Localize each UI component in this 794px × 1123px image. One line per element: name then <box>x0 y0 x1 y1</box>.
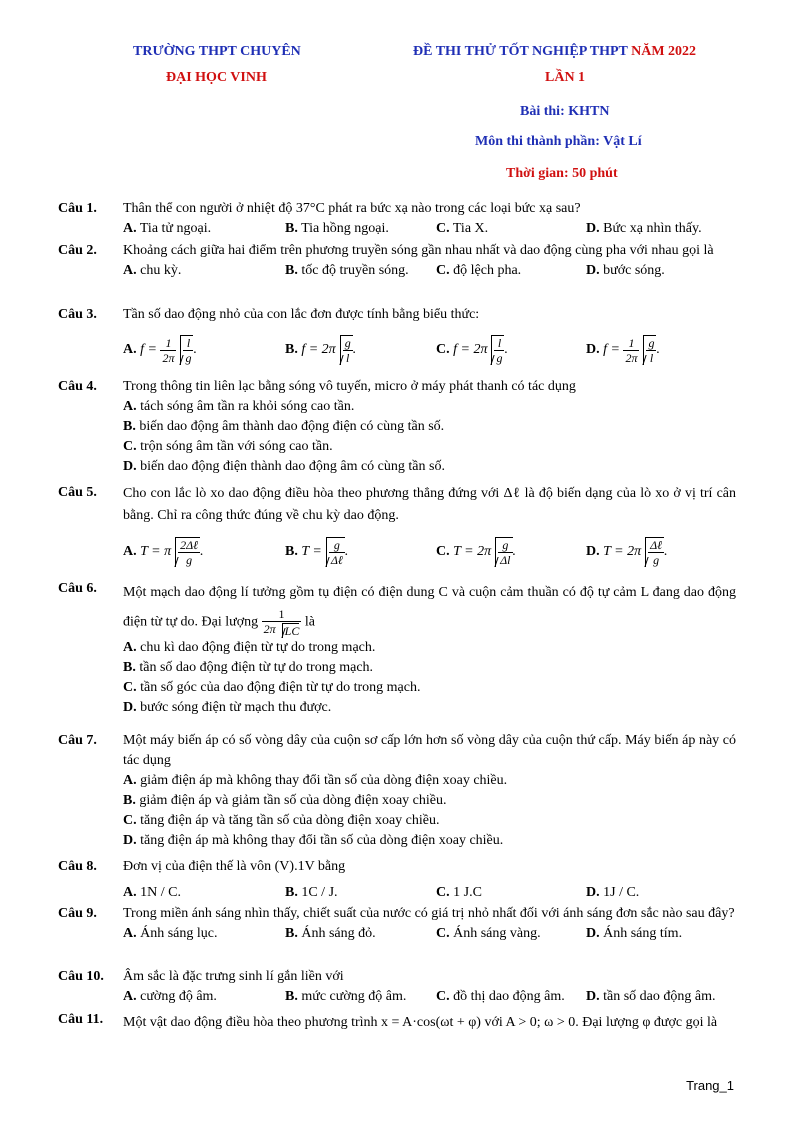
question-number: Câu 3. <box>58 307 97 322</box>
question-text: Tần số dao động nhỏ của con lắc đơn được tính bằng biểu thức: <box>123 307 480 322</box>
question-number: Câu 1. <box>58 201 97 216</box>
option-c[interactable]: C. đồ thị dao động âm. <box>436 989 565 1004</box>
options-row <box>123 987 736 1007</box>
question-number: Câu 8. <box>58 859 97 874</box>
option-a[interactable]: A. Ánh sáng lục. <box>123 926 218 941</box>
option-a[interactable]: A. 1N / C. <box>123 885 181 900</box>
question-number: Câu 5. <box>58 485 97 500</box>
exam-round: LẦN 1 <box>545 70 586 85</box>
option-d[interactable]: D. biến dao động điện thành dao động âm có cùng tần số. <box>123 459 445 474</box>
school-name-line1: TRƯỜNG THPT CHUYÊN <box>133 44 301 59</box>
option-a[interactable]: A. chu kì dao động điện từ tự do trong mạch. <box>123 639 376 655</box>
option-d[interactable]: D. Ánh sáng tím. <box>586 926 683 941</box>
options-row <box>123 883 736 903</box>
option-c[interactable]: C. tần số góc của dao động điện từ tự do trong mạch. <box>123 679 421 695</box>
question-7 <box>58 731 736 851</box>
question-text: Âm sắc là đặc trưng sinh lí gắn liền với <box>123 969 344 984</box>
option-b[interactable]: B. mức cường độ âm. <box>285 989 407 1004</box>
options-row <box>123 325 736 369</box>
question-number: Câu 7. <box>58 733 97 748</box>
option-a[interactable]: A. Tia tử ngoại. <box>123 221 212 236</box>
question-number: Câu 11. <box>58 1012 104 1027</box>
question-text: Trong thông tin liên lạc bằng sóng vô tuyến, micro ở máy phát thanh có tác dụng <box>123 379 576 394</box>
option-a[interactable]: A. cường độ âm. <box>123 989 217 1004</box>
option-b[interactable]: B. Ánh sáng đỏ. <box>285 926 376 941</box>
option-c[interactable]: C. f = 2π $\frac{l}{g}$ . <box>436 336 508 365</box>
question-9 <box>58 904 736 944</box>
option-c[interactable]: C. T = 2π $\frac{g}{\Delta l}$ . <box>436 538 517 567</box>
question-8 <box>58 857 736 903</box>
question-number: Câu 10. <box>58 969 104 984</box>
option-c[interactable]: C. Tia X. <box>436 221 489 236</box>
options-row <box>123 924 736 944</box>
question-text: Khoảng cách giữa hai điểm trên phương truyền sóng gần nhau nhất và dao động cùng pha với nhau gọi là <box>123 243 714 258</box>
question-2 <box>58 241 736 281</box>
question-text: Cho con lắc lò xo dao động điều hòa theo phương thẳng đứng với Δℓ là độ biến dạng của lò xo ở vị trí cân bằng. Chỉ ra công thức đúng về chu kỳ dao động. <box>123 486 736 523</box>
question-10 <box>58 967 736 1007</box>
question-6 <box>58 579 736 718</box>
option-d[interactable]: D. 1J / C. <box>586 885 640 900</box>
question-number: Câu 6. <box>58 581 97 596</box>
question-text: Một vật dao động điều hòa theo phương trình x = A·cos(ωt + φ) với A > 0; ω > 0. Đại lượng φ được gọi là <box>123 1015 718 1030</box>
option-b[interactable]: B. Tia hồng ngoại. <box>285 221 389 236</box>
option-b[interactable]: B. tần số dao động điện từ tự do trong mạch. <box>123 659 374 675</box>
options-row <box>123 527 736 571</box>
option-d[interactable]: D. Bức xạ nhìn thấy. <box>586 221 702 236</box>
option-a[interactable]: A. f = $\frac{1}{2\pi}$ $\frac{l}{g}$ . <box>123 335 197 365</box>
question-4 <box>58 377 736 477</box>
question-1 <box>58 199 736 239</box>
option-b[interactable]: B. giảm điện áp và giảm tần số của dòng điện xoay chiều. <box>123 793 447 808</box>
question-text: Thân thể con người ở nhiệt độ 37°C phát ra bức xạ nào trong các loại bức xạ sau? <box>123 201 581 216</box>
option-c[interactable]: C. Ánh sáng vàng. <box>436 926 541 941</box>
exam-component: Môn thi thành phần: Vật Lí <box>475 134 642 149</box>
question-text: Một máy biến áp có số vòng dây của cuộn sơ cấp lớn hơn số vòng dây của cuộn thứ cấp. Máy biến áp này có tác dụng <box>123 733 736 768</box>
question-number: Câu 9. <box>58 906 97 921</box>
question-11 <box>58 1010 736 1036</box>
question-number: Câu 2. <box>58 243 97 258</box>
question-number: Câu 4. <box>58 379 97 394</box>
option-c[interactable]: C. độ lệch pha. <box>436 263 522 278</box>
options-row <box>123 261 736 281</box>
option-b[interactable]: B. tốc độ truyền sóng. <box>285 263 409 278</box>
option-b[interactable]: B. biến dao động âm thành dao động điện có cùng tần số. <box>123 419 445 434</box>
option-a[interactable]: A. chu kỳ. <box>123 263 182 278</box>
question-text: Một mạch dao động lí tưởng gồm tụ điện có điện dung C và cuộn cảm thuần có độ tự cảm L đang dao động điện từ tự do. Đại lượng $\frac{1}{\text{2π LC}}$ là <box>123 585 736 638</box>
option-b[interactable]: B. f = 2π $\frac{g}{l}$ . <box>285 336 357 365</box>
option-c[interactable]: C. tăng điện áp và tăng tần số của dòng điện xoay chiều. <box>123 813 440 828</box>
option-b[interactable]: B. 1C / J. <box>285 885 338 900</box>
question-3 <box>58 305 736 369</box>
exam-time: Thời gian: 50 phút <box>506 166 618 181</box>
exam-subject: Bài thi: KHTN <box>520 104 610 119</box>
exam-title: ĐỀ THI THỬ TỐT NGHIỆP THPT NĂM 2022 <box>413 44 697 59</box>
option-d[interactable]: D. tăng điện áp mà không thay đổi tần số của dòng điện xoay chiều. <box>123 833 504 848</box>
option-d[interactable]: D. f = $\frac{1}{2\pi}$ $\frac{g}{l}$ . <box>586 335 660 365</box>
option-d[interactable]: D. bước sóng. <box>586 263 665 278</box>
question-5 <box>58 483 736 571</box>
option-a[interactable]: A. giảm điện áp mà không thay đổi tần số của dòng điện xoay chiều. <box>123 773 508 788</box>
question-text: Trong miền ánh sáng nhìn thấy, chiết suất của nước có giá trị nhỏ nhất đối với ánh sáng đơn sắc nào sau đây? <box>123 906 735 921</box>
option-d[interactable]: D. tần số dao động âm. <box>586 989 716 1004</box>
option-d[interactable]: D. T = 2π $\frac{\text{Δℓ}}{g}$ . <box>586 538 668 567</box>
option-b[interactable]: B. T = $\frac{g}{\text{Δℓ}}$ . <box>285 538 349 567</box>
option-a[interactable]: A. T = π $\frac{\text{2Δℓ}}{g}$ . <box>123 538 204 567</box>
question-text: Đơn vị của điện thế là vôn (V).1V bằng <box>123 859 346 874</box>
option-a[interactable]: A. tách sóng âm tần ra khỏi sóng cao tần. <box>123 399 355 414</box>
options-row <box>123 219 736 239</box>
option-c[interactable]: C. trộn sóng âm tần với sóng cao tần. <box>123 439 333 454</box>
page-number: Trang_1 <box>686 1078 734 1093</box>
school-name-line2: ĐẠI HỌC VINH <box>166 70 267 85</box>
option-d[interactable]: D. bước sóng điện từ mạch thu được. <box>123 699 332 715</box>
option-c[interactable]: C. 1 J.C <box>436 885 482 900</box>
